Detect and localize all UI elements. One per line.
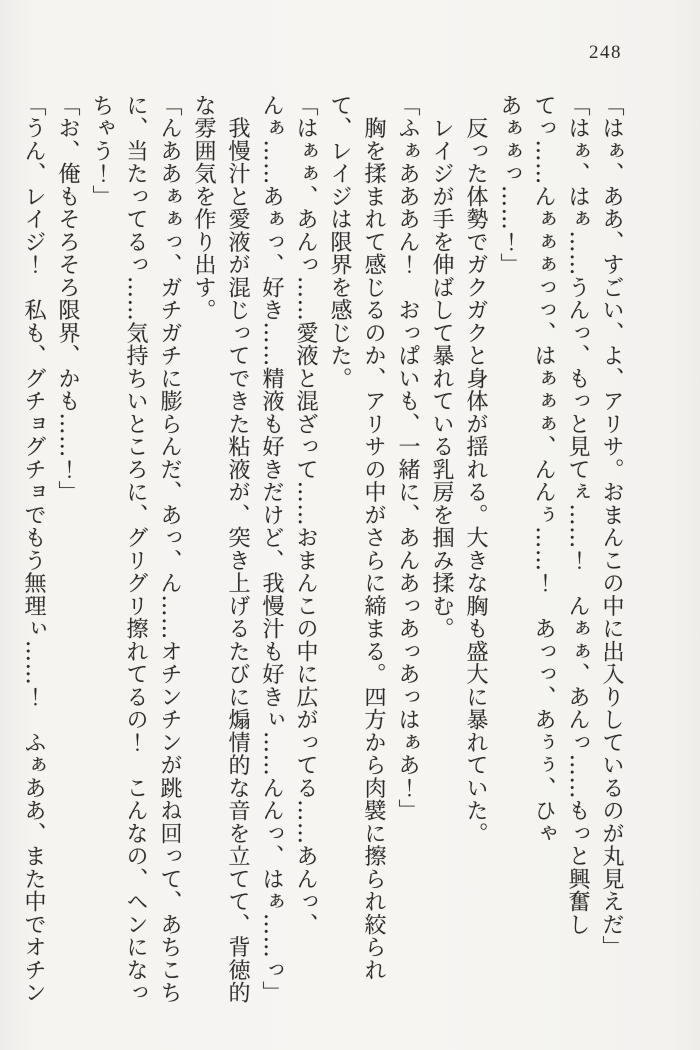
page-number: 248 xyxy=(589,42,622,63)
paragraph: 「お、俺もそろそろ限界、かも……！」 xyxy=(55,94,80,504)
paragraph: 「ふぁあああん！ おっぱいも、一緒に、あんあっあっあっはぁあ！」 xyxy=(395,94,420,822)
paragraph: 我慢汁と愛液が混じってできた粘液が、突き上げるたびに煽情的な音を立てて、背徳的な雰囲気を作り出す。 xyxy=(191,94,250,1004)
paragraph: 胸を揉まれて感じるのか、アリサの中がさらに締まる。四方から肉襞に擦られ絞られて、レイジは限界を感じた。 xyxy=(327,94,386,982)
paragraph: 「うん、レイジ！ 私も、グチョグチョでもう無理ぃ……！ ふぁああ、また中でオチン xyxy=(21,94,46,1004)
paragraph: 「はぁ、ああ、すごい、よ、アリサ。おまんこの中に出入りしているのが丸見えだ」 xyxy=(599,94,624,959)
paragraph: 「はぁぁ、あんっ……愛液と混ざって……おまんこの中に広がってる……あんっ、んぁ……あぁっ、好き……精液も好きだけど、我慢汁も好きぃ……んんっ、はぁ……っ」 xyxy=(259,94,318,1004)
paragraph: 「んああぁぁっ、ガチガチに膨らんだ、あっ、ん……オチンチンが跳ね回って、あちこちに、当たってるっ……気持ちいところに、グリグリ擦れてるの！ こんなの、ヘンになっちゃう！」 xyxy=(89,94,182,1004)
paragraph: 反った体勢でガクガクと身体が揺れる。大きな胸も盛大に暴れていた。 xyxy=(463,94,488,845)
paragraph: レイジが手を伸ばして暴れている乳房を掴み揉む。 xyxy=(429,94,454,640)
text-block xyxy=(21,94,628,1006)
paragraph: 「はぁ、はぁ……うんっ、もっと見てぇ……！ んぁぁ、あんっ……もっと興奮してっ……んぁぁぁっっ、はぁぁぁ、んんぅ……！ あっっ、あぅぅ、ひゃあぁぁっ……！」 xyxy=(497,94,590,936)
